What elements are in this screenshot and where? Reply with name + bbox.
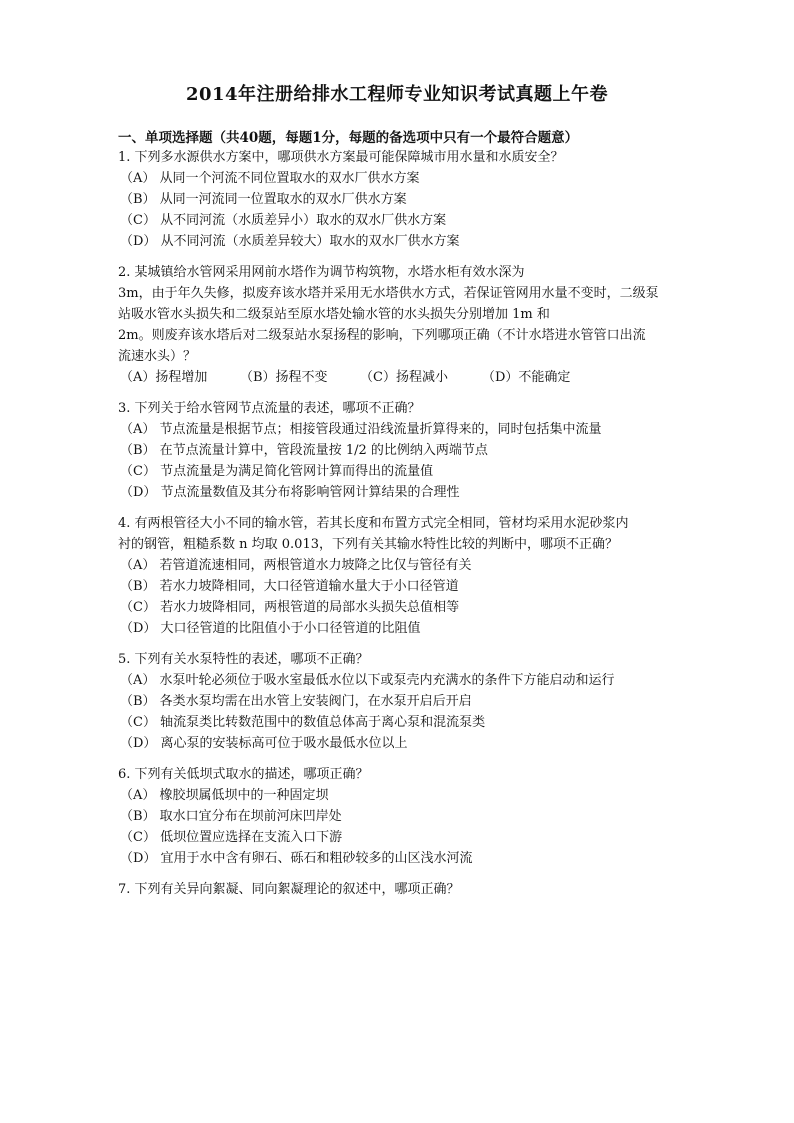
question-list <box>118 147 678 910</box>
question-stem: 7. 下列有关异向絮凝、同向絮凝理论的叙述中，哪项正确？ <box>118 882 460 897</box>
option-c: （C） 低坝位置应选择在支流入口下游 <box>120 830 343 845</box>
option-d: （D） 宜用于水中含有卵石、砾石和粗砂较多的山区浅水河流 <box>120 851 473 866</box>
question-4 <box>118 513 678 639</box>
question-3 <box>118 398 678 503</box>
option-a: （A） 若管道流速相同，两根管道水力坡降之比仅与管径有关 <box>120 558 472 573</box>
question-stem-line: 3m，由于年久失修，拟废弃该水塔并采用无水塔供水方式，若保证管网用水量不变时，二级泵 <box>118 286 659 301</box>
question-stem-line: 4. 有两根管径大小不同的输水管，若其长度和布置方式完全相同，管材均采用水泥砂浆内 <box>118 516 629 531</box>
question-2 <box>118 262 678 388</box>
question-stem: 5. 下列有关水泵特性的表述，哪项不正确？ <box>118 652 369 667</box>
option-c: （C） 若水力坡降相同，两根管道的局部水头损失总值相等 <box>120 600 460 615</box>
option-c: （C） 从不同河流（水质差异小）取水的双水厂供水方案 <box>120 213 447 228</box>
question-stem: 6. 下列有关低坝式取水的描述，哪项正确？ <box>118 767 369 782</box>
option-d: （D） 大口径管道的比阻值小于小口径管道的比阻值 <box>120 621 421 636</box>
option-a: （A） 橡胶坝属低坝中的一种固定坝 <box>120 788 329 803</box>
question-stem-line: 2m。则废弃该水塔后对二级泵站水泵扬程的影响，下列哪项正确（不计水塔进水管管口出流 <box>118 328 646 343</box>
option-c: （C） 轴流泵类比转数范围中的数值总体高于离心泵和混流泵类 <box>120 715 486 730</box>
option-b: （B） 在节点流量计算中，管段流量按 1/2 的比例纳入两端节点 <box>120 443 488 458</box>
option-d: （D） 从不同河流（水质差异较大）取水的双水厂供水方案 <box>120 234 460 249</box>
inline-options <box>118 367 678 388</box>
option-d: （D）不能确定 <box>482 370 571 385</box>
option-a: （A） 水泵叶轮必须位于吸水室最低水位以下或泵壳内充满水的条件下方能启动和运行 <box>120 673 615 688</box>
option-b: （B） 取水口宜分布在坝前河床凹岸处 <box>120 809 342 824</box>
question-stem-line: 2. 某城镇给水管网采用网前水塔作为调节构筑物，水塔水柜有效水深为 <box>118 265 525 280</box>
option-b: （B） 从同一河流同一位置取水的双水厂供水方案 <box>120 192 407 207</box>
question-1 <box>118 147 678 252</box>
option-b: （B）扬程不变 <box>240 370 328 385</box>
option-c: （C）扬程减小 <box>360 370 448 385</box>
question-stem-line: 站吸水管水头损失和二级泵站至原水塔处输水管的水头损失分别增加 1m 和 <box>118 307 550 322</box>
option-a: （A） 从同一个河流不同位置取水的双水厂供水方案 <box>120 171 420 186</box>
option-a: （A）扬程增加 <box>120 370 208 385</box>
question-stem-line: 流速水头）？ <box>118 349 197 364</box>
option-a: （A） 节点流量是根据节点；相接管段通过沿线流量折算得来的，同时包括集中流量 <box>120 422 602 437</box>
question-5 <box>118 649 678 754</box>
option-c: （C） 节点流量是为满足简化管网计算而得出的流量值 <box>120 464 434 479</box>
option-b: （B） 各类水泵均需在出水管上安装阀门，在水泵开启后开启 <box>120 694 472 709</box>
option-d: （D） 节点流量数值及其分布将影响管网计算结果的合理性 <box>120 485 460 500</box>
option-d: （D） 离心泵的安装标高可位于吸水最低水位以上 <box>120 736 408 751</box>
question-stem: 1. 下列多水源供水方案中，哪项供水方案最可能保障城市用水量和水质安全？ <box>118 150 564 165</box>
question-stem: 3. 下列关于给水管网节点流量的表述，哪项不正确？ <box>118 401 421 416</box>
question-6 <box>118 764 678 869</box>
question-stem-line: 衬的钢管，粗糙系数 n 均取 0.013，下列有关其输水特性比较的判断中，哪项不正确？ <box>118 537 618 552</box>
document-title: 2014年注册给排水工程师专业知识考试真题上午卷 <box>185 84 609 105</box>
section-heading: 一、单项选择题（共40题，每题1分，每题的备选项中只有一个最符合题意） <box>118 130 579 146</box>
question-7 <box>118 879 678 900</box>
option-b: （B） 若水力坡降相同，大口径管道输水量大于小口径管道 <box>120 579 459 594</box>
